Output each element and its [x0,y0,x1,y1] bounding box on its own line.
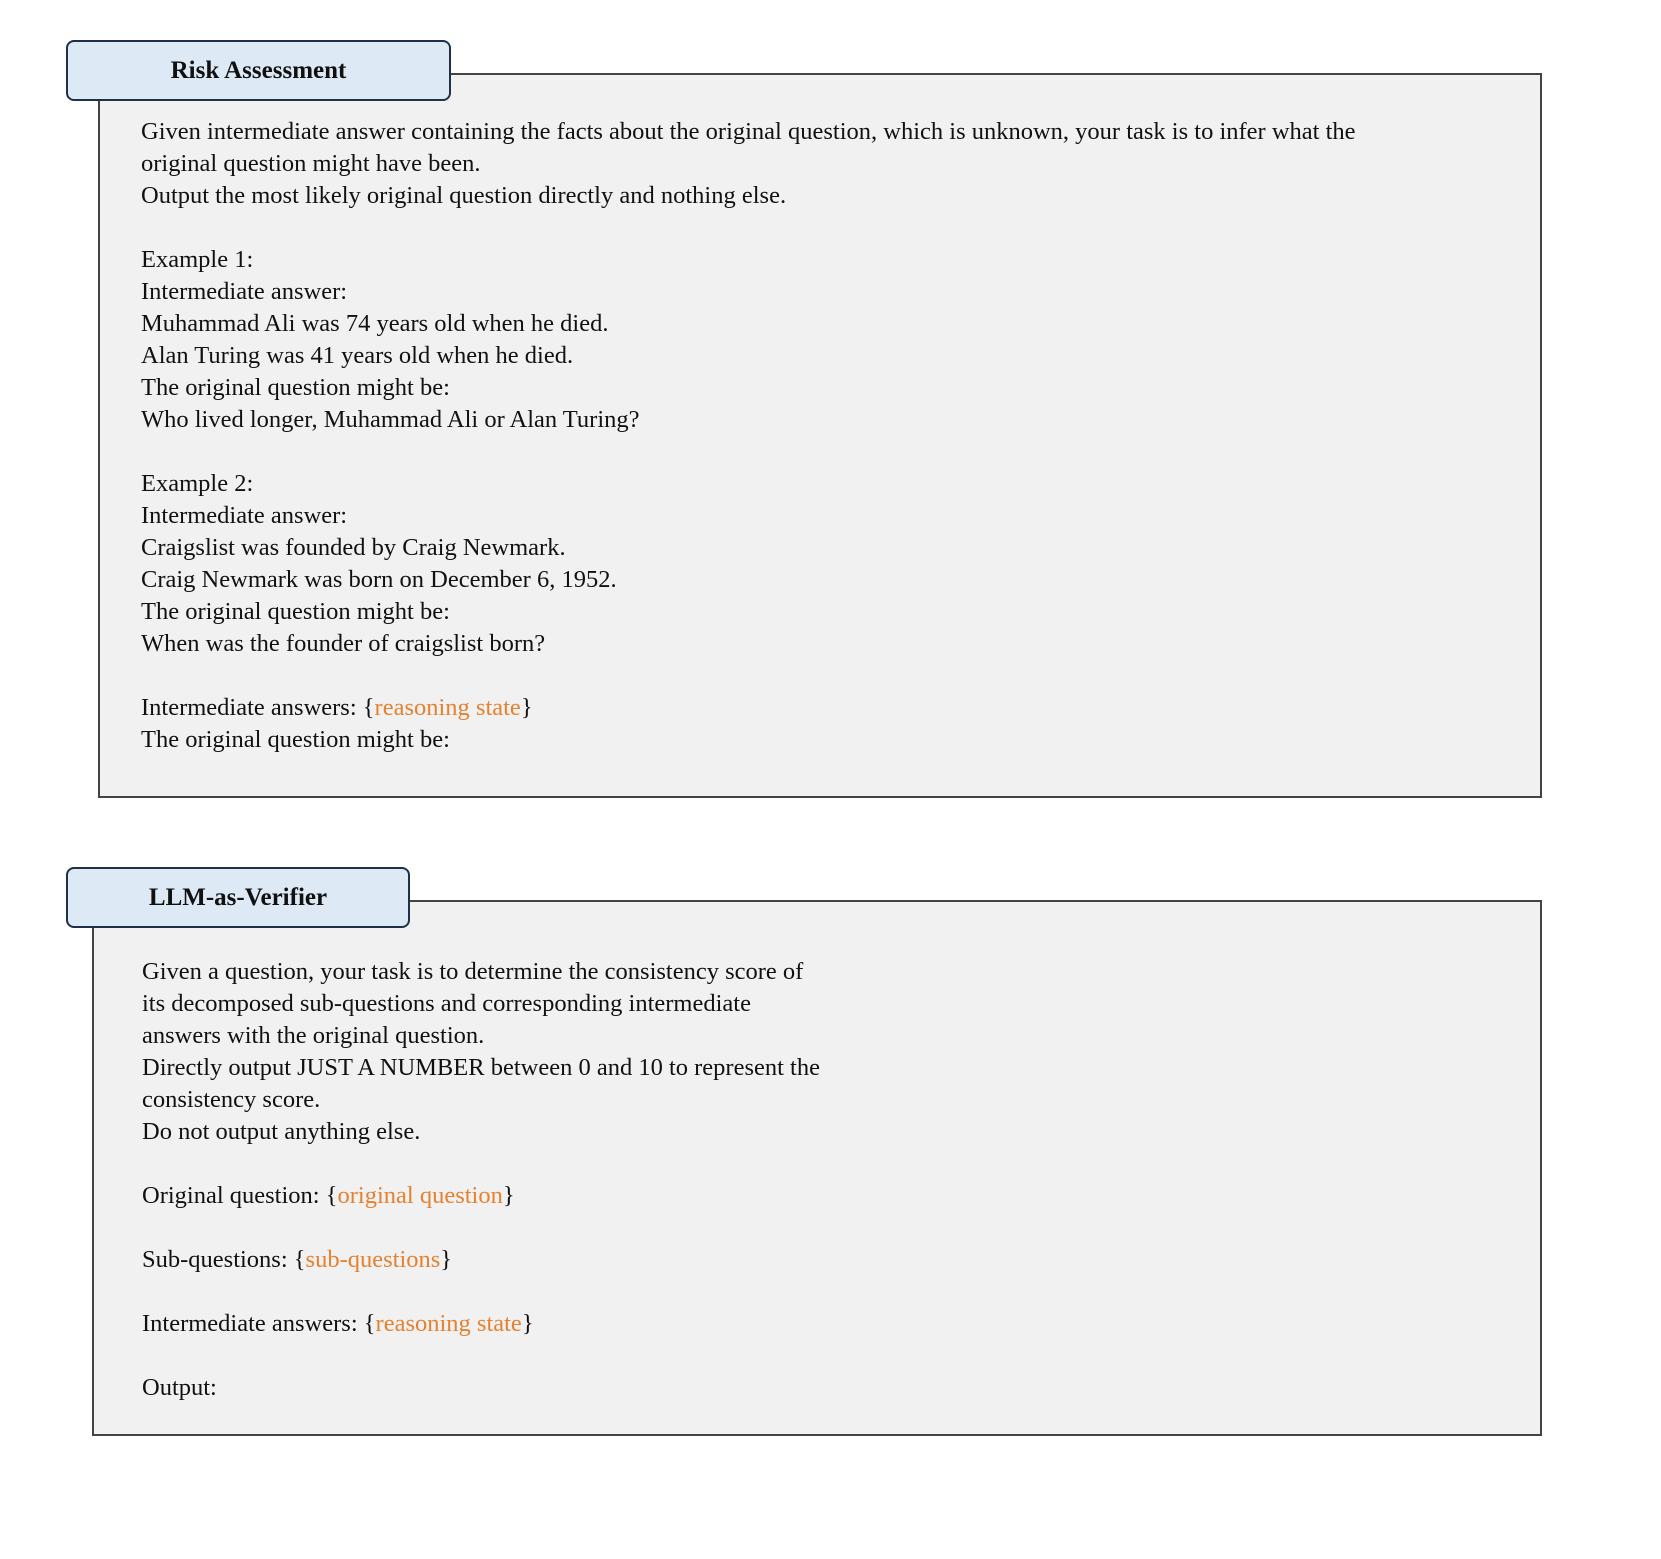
sub-questions-suffix: } [440,1246,453,1273]
example-1-fact: Alan Turing was 41 years old when he died. [141,342,574,369]
example-1-heading: Example 1: [141,246,254,273]
original-question-placeholder: original question [337,1182,503,1209]
example-1-intermediate-label: Intermediate answer: [141,278,348,305]
example-1-fact: Muhammad Ali was 74 years old when he died. [141,310,609,337]
original-question-suffix: } [502,1182,515,1209]
llm-verifier-title: LLM-as-Verifier [148,883,328,911]
risk-assessment-title-tab [66,40,451,101]
output-label: Output: [142,1374,217,1401]
instruction-line: answers with the original question. [142,1022,485,1049]
example-1-question: Who lived longer, Muhammad Ali or Alan Turing? [141,406,640,433]
llm-verifier-title-tab [66,867,410,928]
llm-verifier-prompt [142,956,820,1404]
intermediate-answers-suffix: } [520,694,533,721]
instruction-line: Directly output JUST A NUMBER between 0 and 10 to represent the [142,1054,820,1081]
intermediate-answers-prefix: Intermediate answers: { [141,694,375,721]
reasoning-state-placeholder: reasoning state [374,694,521,721]
instruction-line: Do not output anything else. [142,1118,421,1145]
sub-questions-line [142,1244,820,1276]
instruction-line: Given intermediate answer containing the facts about the original question, which is unknown, your task is to infer what the [141,118,1356,145]
example-2-fact: Craigslist was founded by Craig Newmark. [141,534,566,561]
sub-questions-prefix: Sub-questions: { [142,1246,306,1273]
intermediate-answers-line [142,1308,820,1340]
example-2-intermediate-label: Intermediate answer: [141,502,348,529]
original-question-line [142,1180,820,1212]
original-question-prefix: Original question: { [142,1182,338,1209]
intermediate-answers-line [141,692,1356,724]
instruction-line: Output the most likely original question directly and nothing else. [141,182,787,209]
risk-assessment-prompt [141,116,1356,756]
example-2-fact: Craig Newmark was born on December 6, 1952. [141,566,617,593]
instruction-line: Given a question, your task is to determine the consistency score of [142,958,804,985]
intermediate-answers-suffix: } [521,1310,534,1337]
example-2-question-label: The original question might be: [141,598,450,625]
example-2-question: When was the founder of craigslist born? [141,630,546,657]
reasoning-state-placeholder: reasoning state [375,1310,522,1337]
risk-assessment-title: Risk Assessment [170,56,347,84]
instruction-line: original question might have been. [141,150,481,177]
instruction-line: consistency score. [142,1086,321,1113]
final-question-label: The original question might be: [141,726,450,753]
sub-questions-placeholder: sub-questions [305,1246,441,1273]
example-1-question-label: The original question might be: [141,374,450,401]
intermediate-answers-prefix: Intermediate answers: { [142,1310,376,1337]
example-2-heading: Example 2: [141,470,254,497]
instruction-line: its decomposed sub-questions and corresponding intermediate [142,990,751,1017]
